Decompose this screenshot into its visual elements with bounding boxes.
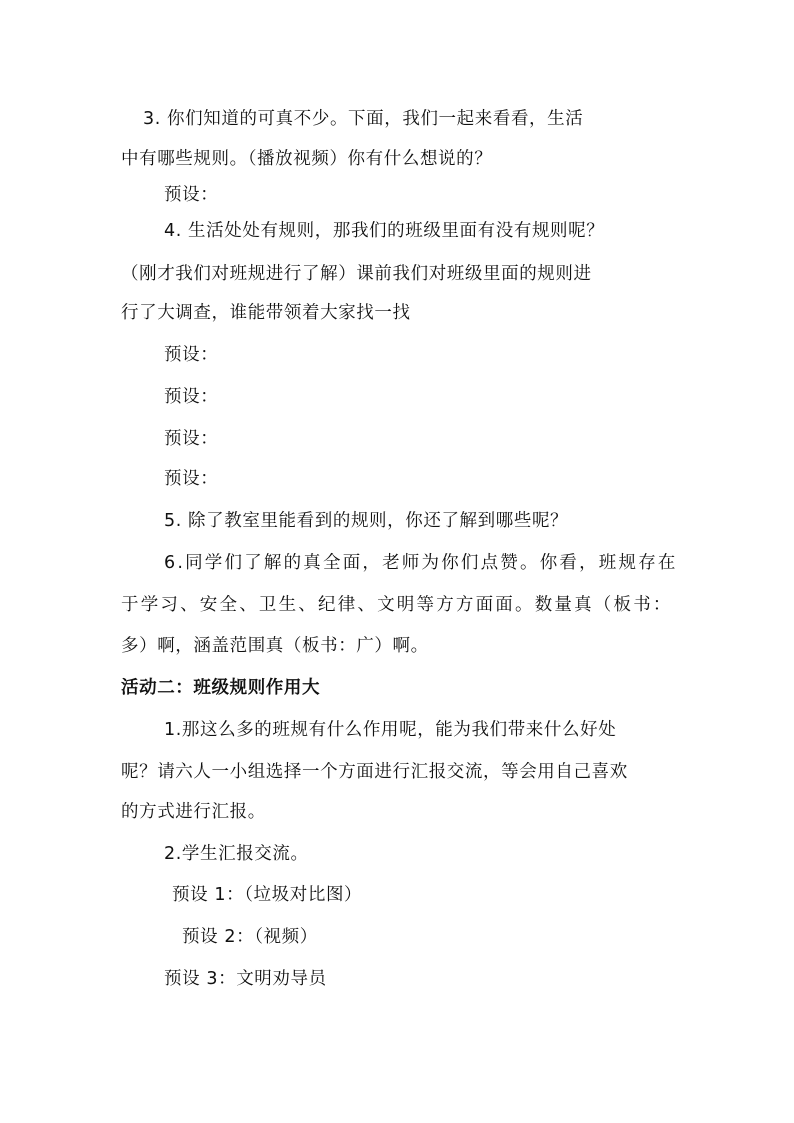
paragraph-line-6-a: 6.同学们了解的真全面，老师为你们点赞。你看，班规存在 xyxy=(164,553,678,573)
paragraph-line-3-b: 中有哪些规则。（播放视频）你有什么想说的？ xyxy=(121,149,493,169)
paragraph-line-6-c: 多）啊，涵盖范围真（板书：广）啊。 xyxy=(121,636,429,656)
paragraph-line-5: 5. 除了教室里能看到的规则，你还了解到哪些呢？ xyxy=(164,511,569,531)
paragraph-line-1-c: 的方式进行汇报。 xyxy=(121,802,266,822)
paragraph-line-3-a: 3. 你们知道的可真不少。下面，我们一起来看看，生活 xyxy=(143,109,584,129)
paragraph-line-4-b: （刚才我们对班规进行了解）课前我们对班级里面的规则进 xyxy=(121,264,592,284)
paragraph-line-1-b: 呢？请六人一小组选择一个方面进行汇报交流，等会用自己喜欢 xyxy=(121,762,628,782)
preset-line: 预设： xyxy=(164,429,219,449)
paragraph-line-1-a: 1.那这么多的班规有什么作用呢，能为我们带来什么好处 xyxy=(164,720,617,740)
paragraph-line-6-b: 于学习、安全、卫生、纪律、文明等方方面面。数量真（板书： xyxy=(121,595,673,615)
paragraph-line-2: 2.学生汇报交流。 xyxy=(164,844,309,864)
paragraph-line-4-c: 行了大调查，谁能带领着大家找一找 xyxy=(121,303,411,323)
preset-line-2: 预设 2：（视频） xyxy=(182,927,318,947)
paragraph-line-4-a: 4. 生活处处有规则，那我们的班级里面有没有规则呢？ xyxy=(164,221,605,241)
preset-line-3: 预设 3：文明劝导员 xyxy=(164,969,327,989)
preset-line: 预设： xyxy=(164,387,219,407)
preset-line: 预设： xyxy=(164,345,219,365)
preset-line: 预设： xyxy=(164,185,219,205)
preset-line: 预设： xyxy=(164,469,219,489)
section-heading: 活动二：班级规则作用大 xyxy=(121,678,321,698)
preset-line-1: 预设 1：（垃圾对比图） xyxy=(172,885,363,905)
